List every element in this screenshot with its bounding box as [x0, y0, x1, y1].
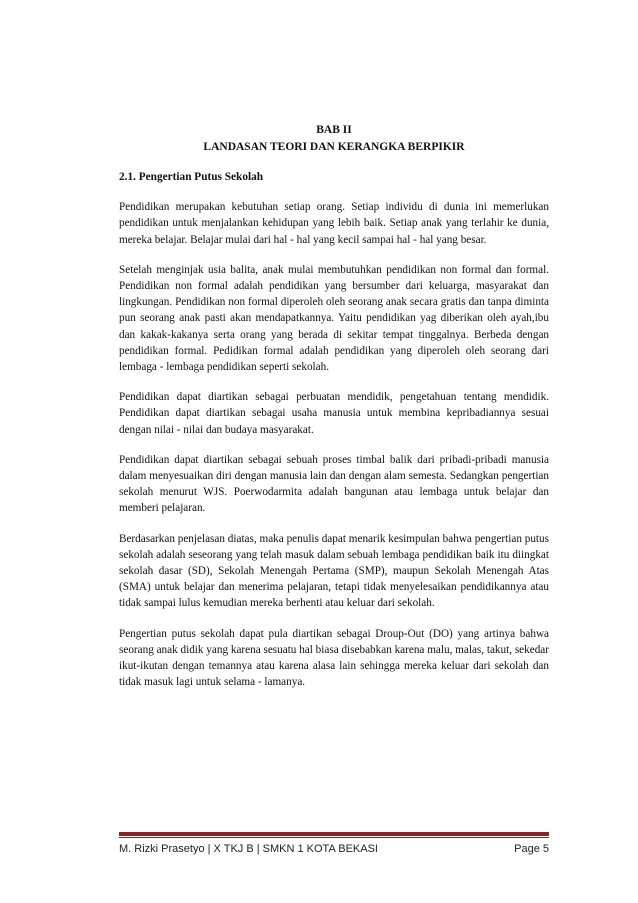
paragraph: Pendidikan dapat diartikan sebagai perbuatan mendidik, pengetahuan tentang mendidik. Pendidikan dapat diartikan sebagai usaha manusia untuk membina kepribadiannya sesuai dengan nilai - nilai dan budaya masyarakat.: [119, 391, 549, 436]
page-content: [119, 122, 549, 690]
paragraph: Pendidikan merupakan kebutuhan setiap orang. Setiap individu di dunia ini memerlukan pendidikan untuk menjalankan kehidupan yang lebih baik. Setiap anak yang terlahir ke dunia, mereka belajar. Belajar mulai dari hal - hal yang kecil sampai hal - hal yang besar.: [119, 201, 549, 246]
paragraph: Berdasarkan penjelasan diatas, maka penulis dapat menarik kesimpulan bahwa pengertian putus sekolah adalah seseorang yang telah masuk dalam sebuah lembaga pendidikan baik itu diingkat sekolah dasar (SD), Sekolah Menengah Pertama (SMP), maupun Sekolah Menengah Atas (SMA) untuk belajar dan menerima pelajaran, tetapi tidak menyelesaikan pendidikannya atau tidak sampai lulus kemudian mereka berhenti atau keluar dari sekolah.: [119, 532, 549, 610]
chapter-label: BAB II: [316, 124, 352, 136]
page-number: Page 5: [514, 843, 549, 855]
paragraph: Pengertian putus sekolah dapat pula diartikan sebagai Droup-Out (DO) yang artinya bahwa seorang anak didik yang karena sesuatu hal biasa disebabkan karena malu, malas, takut, sekedar ikut-ikutan dengan temannya atau karena alasa lain sehingga mereka keluar dari sekolah dan tidak masuk lagi untuk selama - lamanya.: [119, 627, 549, 689]
section-heading: 2.1. Pengertian Putus Sekolah: [119, 171, 264, 183]
footer-author: M. Rizki Prasetyo | X TKJ B | SMKN 1 KOTA BEKASI: [119, 843, 378, 855]
footer-divider: [119, 832, 549, 836]
chapter-title: LANDASAN TEORI DAN KERANGKA BERPIKIR: [203, 140, 465, 153]
paragraph: Setelah menginjak usia balita, anak mulai membutuhkan pendidikan non formal dan formal. Pendidikan non formal adalah pendidikan yang bersumber dari keluarga, masyarakat dan lingkungan. Pendidikan non formal diperoleh oleh seorang anak secara gratis dan tanpa diminta pun seorang anak pasti akan mendapatkannya. Yaitu pendidikan yag diberikan oleh ayah,ibu dan kakak-kakanya serta orang yang berada di sekitar tempat tinggalnya. Berbeda dengan pendidikan formal. Pedidikan formal adalah pendidikan yang diperoleh oleh seorang dari lembaga - lembaga pendidikan seperti sekolah.: [119, 263, 549, 374]
paragraph: Pendidikan dapat diartikan sebagai sebuah proses timbal balik dari pribadi-pribadi manusia dalam menyesuaikan diri dengan manusia lain dan dengan alam semesta. Sedangkan pengertian sekolah menurut WJS. Poerwodarmita adalah bangunan atau lembaga untuk belajar dan memberi pelajaran.: [119, 453, 549, 515]
page-footer: [119, 843, 549, 855]
